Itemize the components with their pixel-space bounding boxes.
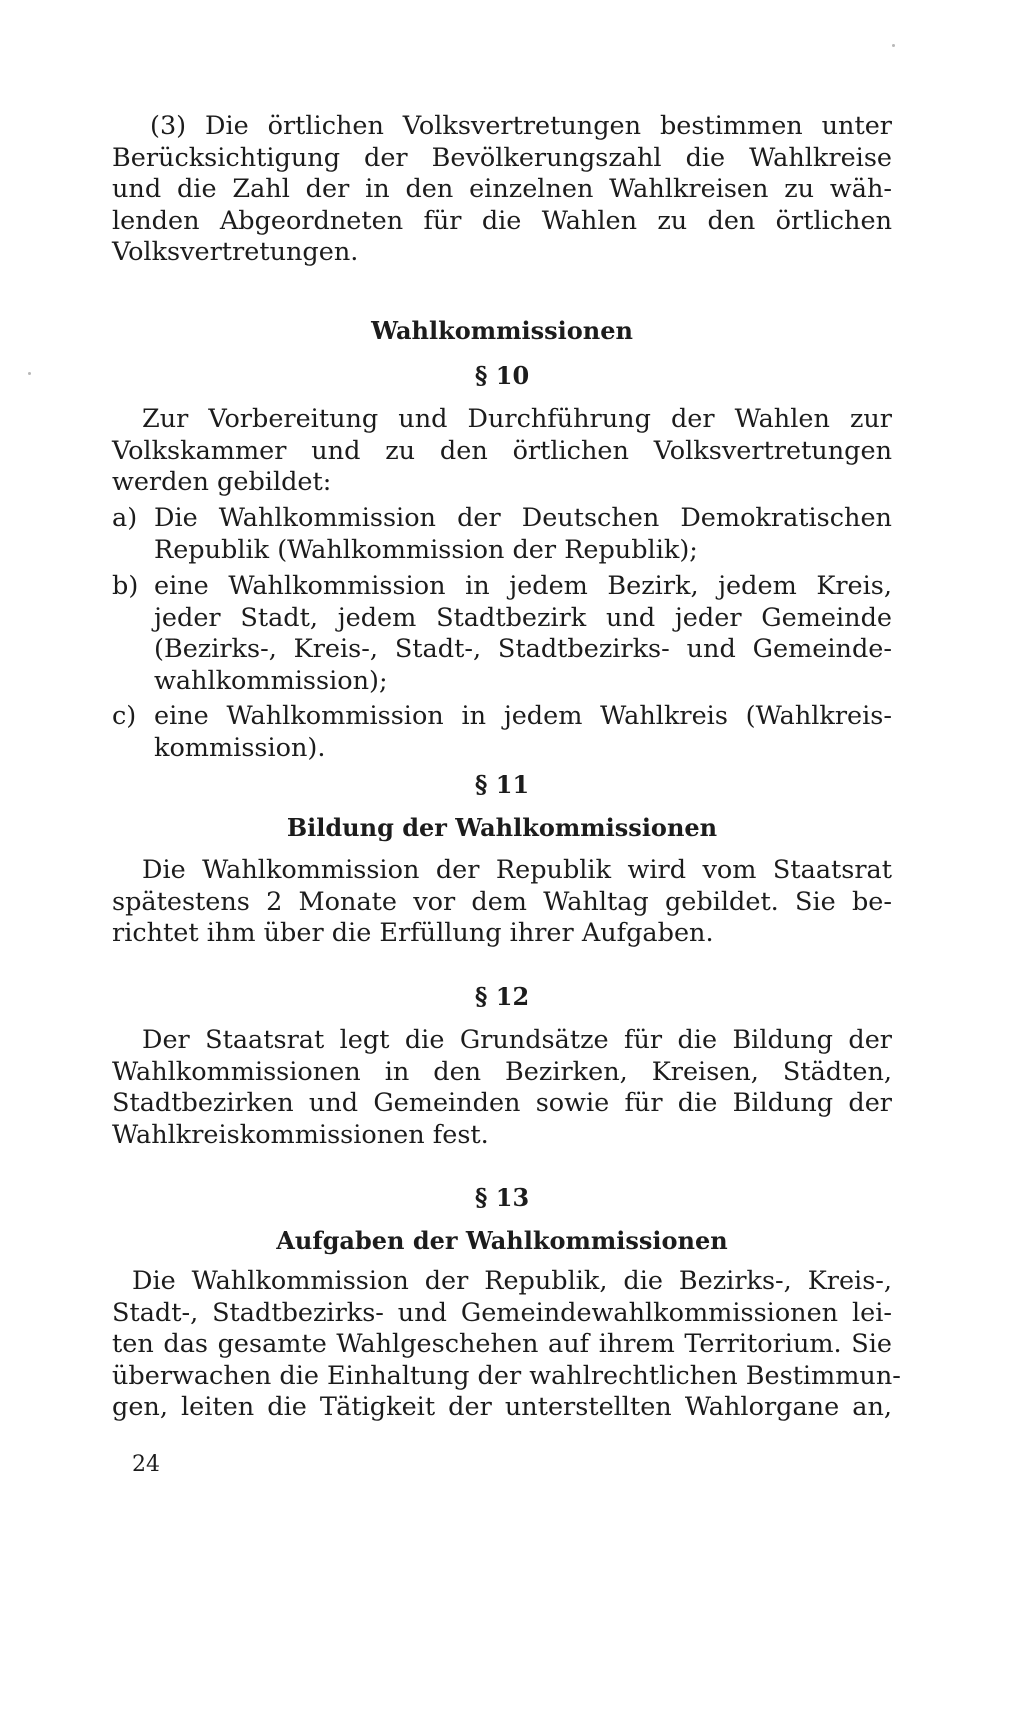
text-line: eine Wahlkommission in jedem Wahlkreis (Wahlkreis- bbox=[154, 701, 892, 731]
text-line: richtet ihm über die Erfüllung ihrer Aufgaben. bbox=[112, 918, 714, 948]
section-11-title: § 11 bbox=[474, 770, 530, 799]
text-line: gen, leiten die Tätigkeit der unterstellten Wahlorgane an, bbox=[112, 1392, 892, 1422]
text-line: Die Wahlkommission der Deutschen Demokratischen bbox=[154, 503, 892, 533]
text-line: Stadtbezirken und Gemeinden sowie für die Bildung der bbox=[112, 1088, 892, 1118]
list-marker: c) bbox=[112, 701, 137, 731]
text-line: (Bezirks-, Kreis-, Stadt-, Stadtbezirks- und Gemeinde- bbox=[154, 634, 892, 664]
text-line: (3) Die örtlichen Volksvertretungen bestimmen unter bbox=[150, 111, 892, 141]
page-number: 24 bbox=[132, 1452, 160, 1477]
text-line: Republik (Wahlkommission der Republik); bbox=[154, 534, 698, 565]
text-line: Die Wahlkommission der Republik wird vom Staatsrat bbox=[142, 855, 892, 885]
text-line: jeder Stadt, jedem Stadtbezirk und jeder Gemeinde bbox=[154, 602, 892, 633]
text-line: Der Staatsrat legt die Grundsätze für die Bildung der bbox=[142, 1025, 892, 1055]
text-line: Zur Vorbereitung und Durchführung der Wahlen zur bbox=[142, 404, 892, 434]
paragraph-section-11 bbox=[112, 855, 892, 950]
text-line: ten das gesamte Wahlgeschehen auf ihrem Territorium. Sie bbox=[112, 1329, 892, 1359]
text-line: Berücksichtigung der Bevölkerungszahl die Wahlkreise bbox=[112, 142, 892, 173]
scan-speck bbox=[892, 44, 895, 47]
paragraph-section-12 bbox=[112, 1025, 892, 1151]
text-line: Volksvertretungen. bbox=[112, 237, 359, 267]
text-line: Stadt-, Stadtbezirks- und Gemeindewahlkommissionen lei- bbox=[112, 1297, 892, 1328]
text-line: und die Zahl der in den einzelnen Wahlkreisen zu wäh- bbox=[112, 174, 892, 204]
list-item bbox=[112, 571, 892, 697]
section-10-title: § 10 bbox=[474, 361, 530, 390]
section-13-title: § 13 bbox=[474, 1183, 530, 1212]
text-line: Wahlkreiskommissionen fest. bbox=[112, 1119, 489, 1150]
text-line: Volkskammer und zu den örtlichen Volksvertretungen bbox=[112, 435, 892, 466]
paragraph-section-13 bbox=[112, 1266, 901, 1424]
text-line: werden gebildet: bbox=[112, 467, 332, 497]
paragraph-section-10 bbox=[112, 404, 892, 499]
heading-bildung: Bildung der Wahlkommissionen bbox=[286, 813, 718, 842]
list-marker: a) bbox=[112, 503, 138, 533]
scan-speck bbox=[28, 372, 31, 375]
section-12-title: § 12 bbox=[474, 982, 530, 1011]
text-line: Wahlkommissionen in den Bezirken, Kreisen, Städten, bbox=[112, 1056, 892, 1087]
paragraph-intro bbox=[112, 111, 892, 269]
text-line: überwachen die Einhaltung der wahlrechtlichen Bestimmun- bbox=[112, 1360, 901, 1391]
text-line: wahlkommission); bbox=[154, 665, 388, 696]
text-line: lenden Abgeordneten für die Wahlen zu den örtlichen bbox=[112, 205, 892, 236]
heading-wahlkommissionen: Wahlkommissionen bbox=[371, 316, 633, 345]
list-item bbox=[112, 701, 892, 764]
text-line: kommission). bbox=[154, 732, 326, 763]
text-line: eine Wahlkommission in jedem Bezirk, jedem Kreis, bbox=[154, 571, 892, 601]
list-marker: b) bbox=[112, 571, 139, 601]
heading-aufgaben: Aufgaben der Wahlkommissionen bbox=[276, 1226, 728, 1255]
text-line: spätestens 2 Monate vor dem Wahltag gebildet. Sie be- bbox=[112, 886, 892, 917]
text-line: Die Wahlkommission der Republik, die Bezirks-, Kreis-, bbox=[132, 1266, 892, 1296]
list-item bbox=[112, 503, 892, 566]
